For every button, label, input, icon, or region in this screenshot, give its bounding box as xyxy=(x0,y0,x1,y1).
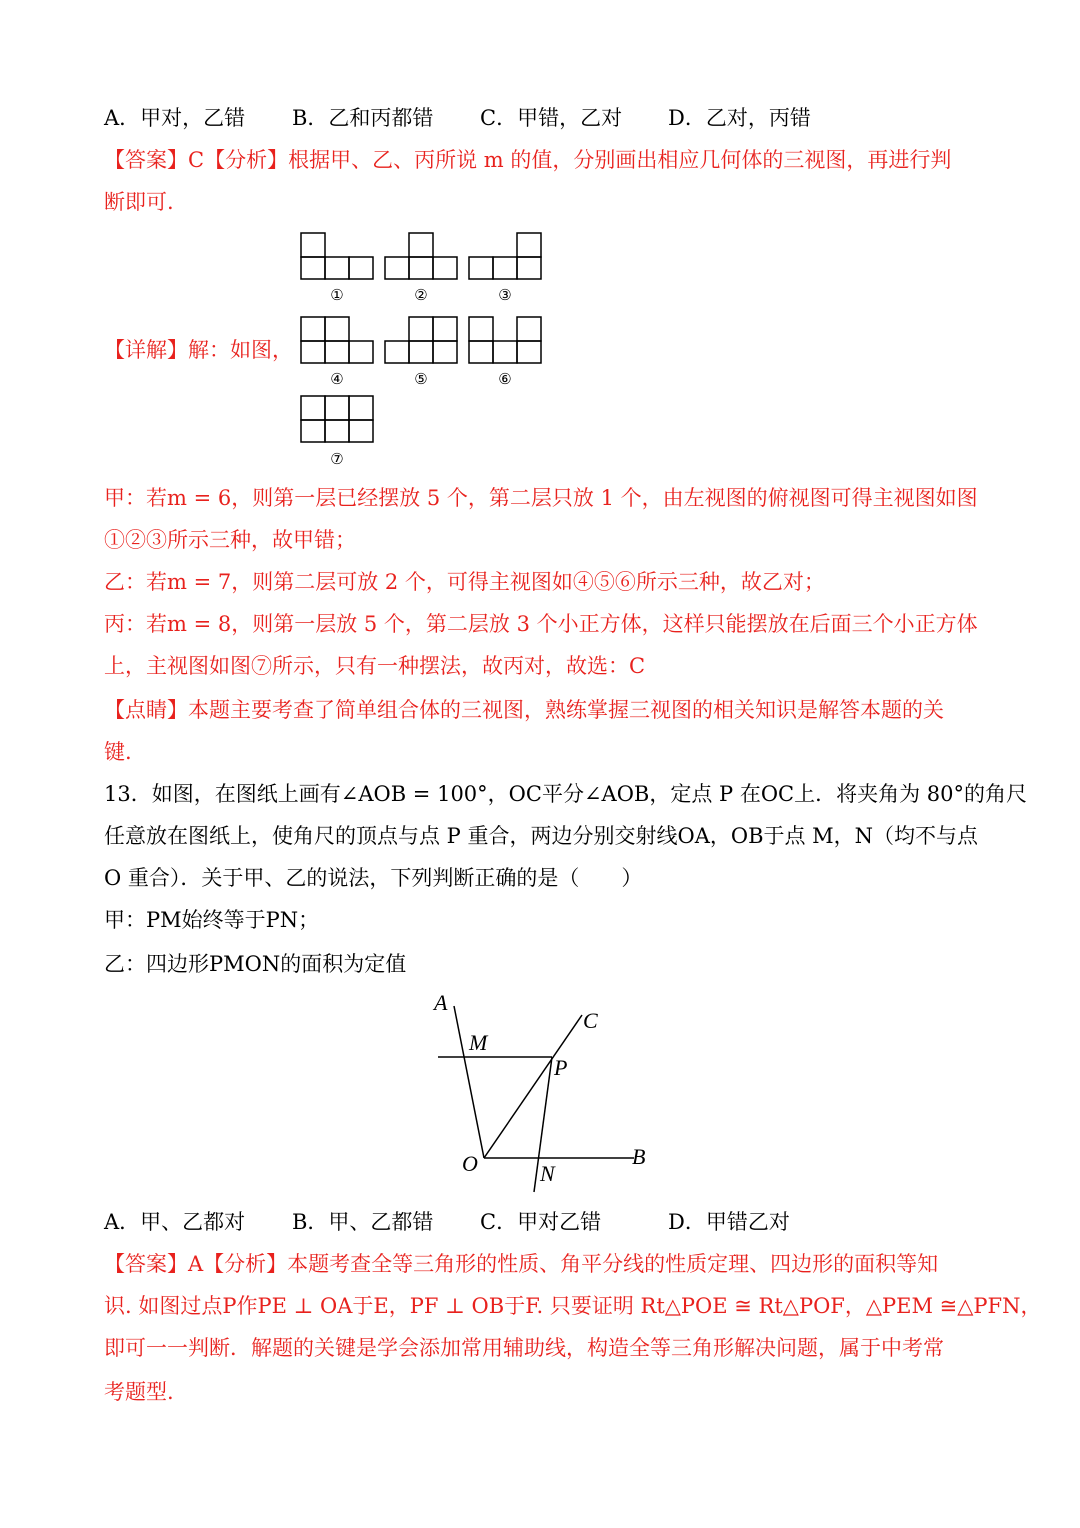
q13-answer-line1: 【答案】A【分析】本题考查全等三角形的性质、角平分线的性质定理、四边形的面积等知 xyxy=(104,1252,939,1276)
view-label-1: ① xyxy=(330,286,344,304)
q13-answer-line3: 即可一一判断．解题的关键是学会添加常用辅助线，构造全等三角形解决问题，属于中考常 xyxy=(104,1336,944,1360)
view-label-2: ② xyxy=(414,286,428,304)
q12-comment-line2: 键. xyxy=(104,740,132,764)
view-3 xyxy=(469,233,541,279)
angle-figure xyxy=(420,990,660,1200)
point-m-label: M xyxy=(469,1030,488,1055)
view-2 xyxy=(385,233,457,279)
view-1 xyxy=(301,233,373,279)
q12-bing-line1: 丙：若m = 8，则第一层放 5 个，第二层放 3 个小正方体，这样只能摆放在后面三个小正方体 xyxy=(104,612,978,636)
view-4 xyxy=(301,317,373,363)
q13-option-b: B．甲、乙都错 xyxy=(292,1210,434,1234)
view-label-4: ④ xyxy=(330,370,344,388)
q12-jia-line2: ①②③所示三种，故甲错； xyxy=(104,528,356,552)
q12-option-c: C．甲错，乙对 xyxy=(480,106,623,130)
view-label-5: ⑤ xyxy=(414,370,428,388)
q12-option-b: B．乙和丙都错 xyxy=(292,106,434,130)
q12-yi-line: 乙：若m = 7，则第二层可放 2 个，可得主视图如④⑤⑥所示三种，故乙对； xyxy=(104,570,825,594)
q13-stem-line3: O 重合）．关于甲、乙的说法，下列判断正确的是（ ） xyxy=(104,866,643,890)
point-o-label: O xyxy=(462,1151,478,1176)
point-n-label: N xyxy=(540,1161,555,1186)
q12-options xyxy=(104,104,811,132)
point-p-label: P xyxy=(554,1055,568,1080)
q13-option-c: C．甲对乙错 xyxy=(480,1210,602,1234)
q12-detail-label: 【详解】解：如图， xyxy=(104,338,293,362)
q12-jia-line1: 甲：若m = 6，则第一层已经摆放 5 个，第二层只放 1 个，由左视图的俯视图可得主视图如图 xyxy=(104,486,978,510)
q13-answer-line2: 识. 如图过点P作PE ⊥ OA于E，PF ⊥ OB于F. 只要证明 Rt△POE ≅ Rt△POF，△PEM ≅△PFN， xyxy=(104,1294,1042,1318)
q13-option-d: D．甲错乙对 xyxy=(668,1210,790,1234)
view-6 xyxy=(469,317,541,363)
q12-option-a: A．甲对，乙错 xyxy=(104,106,246,130)
q12-bing-line2: 上，主视图如图⑦所示，只有一种摆法，故丙对，故选：C xyxy=(104,654,646,678)
q12-answer-line2: 断即可. xyxy=(104,190,174,214)
q13-claim-jia: 甲：PM始终等于PN； xyxy=(104,908,320,932)
point-a-label: A xyxy=(434,990,448,1015)
q13-stem-line2: 任意放在图纸上，使角尺的顶点与点 P 重合，两边分别交射线OA，OB于点 M，N（均不与点 xyxy=(104,824,979,848)
q13-stem-line1: 13．如图，在图纸上画有∠AOB = 100°，OC平分∠AOB，定点 P 在OC上．将夹角为 80°的角尺 xyxy=(104,782,1028,806)
ray-oc xyxy=(484,1015,582,1158)
point-c-label: C xyxy=(583,1008,598,1033)
q13-option-a: A．甲、乙都对 xyxy=(104,1210,246,1234)
q13-options xyxy=(104,1208,790,1236)
q12-comment-line1: 【点睛】本题主要考查了简单组合体的三视图，熟练掌握三视图的相关知识是解答本题的关 xyxy=(104,698,944,722)
q13-answer-line4: 考题型. xyxy=(104,1380,174,1404)
view-label-3: ③ xyxy=(498,286,512,304)
q12-answer-line1: 【答案】C【分析】根据甲、乙、丙所说 m 的值，分别画出相应几何体的三视图，再进行判 xyxy=(104,148,952,172)
view-7 xyxy=(301,396,373,442)
view-label-6: ⑥ xyxy=(498,370,512,388)
q13-claim-yi: 乙：四边形PMON的面积为定值 xyxy=(104,952,407,976)
three-views-figure xyxy=(296,228,548,472)
view-label-7: ⑦ xyxy=(330,450,344,468)
view-5 xyxy=(385,317,457,363)
point-b-label: B xyxy=(632,1144,646,1169)
ray-oa xyxy=(454,1006,484,1158)
q12-option-d: D．乙对，丙错 xyxy=(668,106,811,130)
